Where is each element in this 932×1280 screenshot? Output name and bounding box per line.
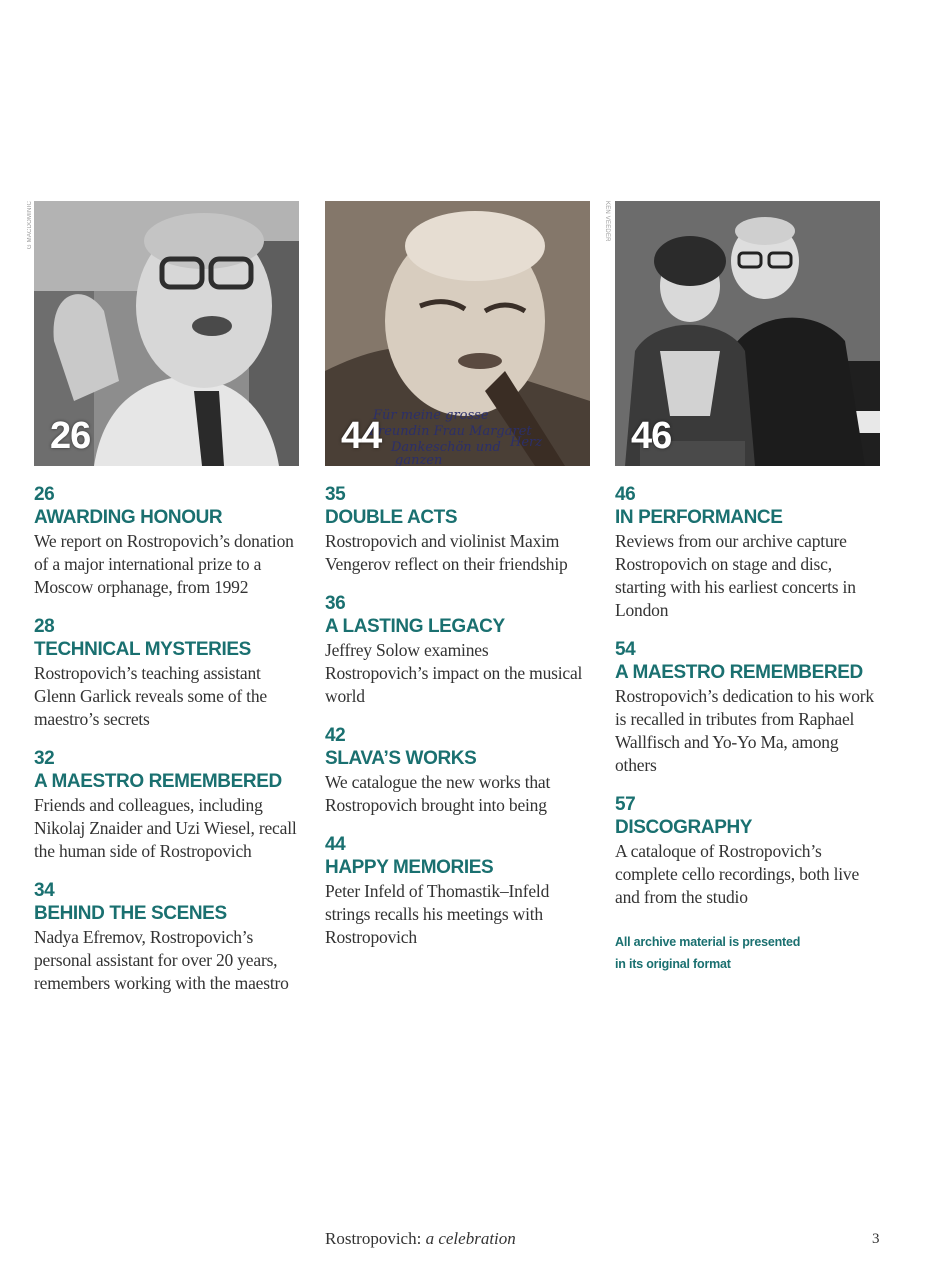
publication-title-main: Rostropovich: — [325, 1229, 422, 1248]
entry-title: IN PERFORMANCE — [615, 507, 783, 528]
contents-entry[interactable] — [325, 833, 591, 949]
entry-description: Rostropovich’s dedication to his work is recalled in tributes from Raphael Wallfisch and Yo-Yo Ma, among others — [615, 686, 874, 775]
entry-description: Rostropovich’s teaching assistant Glenn Garlick reveals some of the maestro’s secrets — [34, 663, 267, 729]
entry-title: DOUBLE ACTS — [325, 507, 458, 528]
photo-page-number: 46 — [631, 415, 672, 457]
contents-entry[interactable] — [615, 638, 881, 777]
contents-entry[interactable] — [34, 879, 300, 995]
entry-page-number: 44 — [325, 834, 346, 855]
entry-page-number: 57 — [615, 794, 636, 815]
entry-page-number: 34 — [34, 880, 55, 901]
photo-credit-1: G MACDOMINIC — [27, 201, 33, 250]
publication-title-subtitle: a celebration — [425, 1229, 516, 1248]
photo-rostropovich-with-singer[interactable] — [615, 201, 880, 466]
entry-title: BEHIND THE SCENES — [34, 903, 227, 924]
autograph-line-2: Freundin Frau Margaret — [369, 424, 532, 439]
autograph-line-3: Dankeschön und — [391, 440, 501, 455]
entry-title: AWARDING HONOUR — [34, 507, 223, 528]
archive-note — [615, 931, 881, 975]
entry-title: DISCOGRAPHY — [615, 817, 753, 838]
contents-entry[interactable] — [34, 615, 300, 731]
entry-description: We report on Rostropovich’s donation of a major international prize to a Moscow orphanage, from 1992 — [34, 531, 294, 597]
contents-list — [615, 483, 881, 975]
entry-page-number: 28 — [34, 616, 55, 637]
contents-entry[interactable] — [615, 793, 881, 909]
entry-description: Rostropovich and violinist Maxim Vengerov reflect on their friendship — [325, 531, 568, 574]
entry-page-number: 35 — [325, 484, 346, 505]
autograph-line-5: Herz — [510, 435, 543, 450]
contents-list — [34, 483, 300, 995]
entry-description: A cataloque of Rostropovich’s complete cello recordings, both live and from the studio — [615, 841, 860, 907]
entry-description: We catalogue the new works that Rostropovich brought into being — [325, 772, 551, 815]
entry-page-number: 46 — [615, 484, 636, 505]
contents-column-1 — [34, 201, 300, 1011]
contents-entry[interactable] — [325, 483, 591, 576]
entry-title: HAPPY MEMORIES — [325, 857, 494, 878]
photo-credit-3: KEN VEEDER — [604, 201, 610, 242]
entry-description: Jeffrey Solow examines Rostropovich’s impact on the musical world — [325, 640, 583, 706]
entry-page-number: 32 — [34, 748, 55, 769]
contents-column-3 — [615, 201, 881, 975]
entry-page-number: 36 — [325, 593, 346, 614]
entry-description: Peter Infeld of Thomastik–Infeld strings recalls his meetings with Rostropovich — [325, 881, 550, 947]
entry-description: Friends and colleagues, including Nikolaj Znaider and Uzi Wiesel, recall the human side of Rostropovich — [34, 795, 297, 861]
contents-column-2 — [325, 201, 591, 965]
contents-entry[interactable] — [615, 483, 881, 622]
entry-title: A LASTING LEGACY — [325, 616, 505, 637]
contents-list — [325, 483, 591, 949]
entry-title: TECHNICAL MYSTERIES — [34, 639, 251, 660]
entry-title: A MAESTRO REMEMBERED — [615, 662, 863, 683]
publication-title — [325, 1229, 516, 1249]
entry-description: Nadya Efremov, Rostropovich’s personal assistant for over 20 years, remembers working with the maestro — [34, 927, 289, 993]
entry-title: SLAVA’S WORKS — [325, 748, 477, 769]
page-number: 3 — [872, 1231, 880, 1247]
photo-rostropovich-speaking[interactable] — [34, 201, 299, 466]
autograph-line-4: ganzen — [395, 453, 443, 466]
archive-note-line-2: in its original format — [615, 957, 731, 971]
contents-entry[interactable] — [325, 724, 591, 817]
entry-title: A MAESTRO REMEMBERED — [34, 771, 282, 792]
contents-entry[interactable] — [325, 592, 591, 708]
entry-page-number: 42 — [325, 725, 346, 746]
contents-entry[interactable] — [34, 747, 300, 863]
photo-page-number: 44 — [341, 415, 382, 457]
photo-rostropovich-signed-portrait[interactable] — [325, 201, 590, 466]
entry-page-number: 54 — [615, 639, 636, 660]
contents-entry[interactable] — [34, 483, 300, 599]
entry-description: Reviews from our archive capture Rostropovich on stage and disc, starting with his earliest concerts in London — [615, 531, 856, 620]
entry-page-number: 26 — [34, 484, 55, 505]
archive-note-line-1: All archive material is presented — [615, 935, 801, 949]
autograph-line-1: Für meine grosse — [373, 408, 489, 423]
photo-page-number: 26 — [50, 415, 91, 457]
